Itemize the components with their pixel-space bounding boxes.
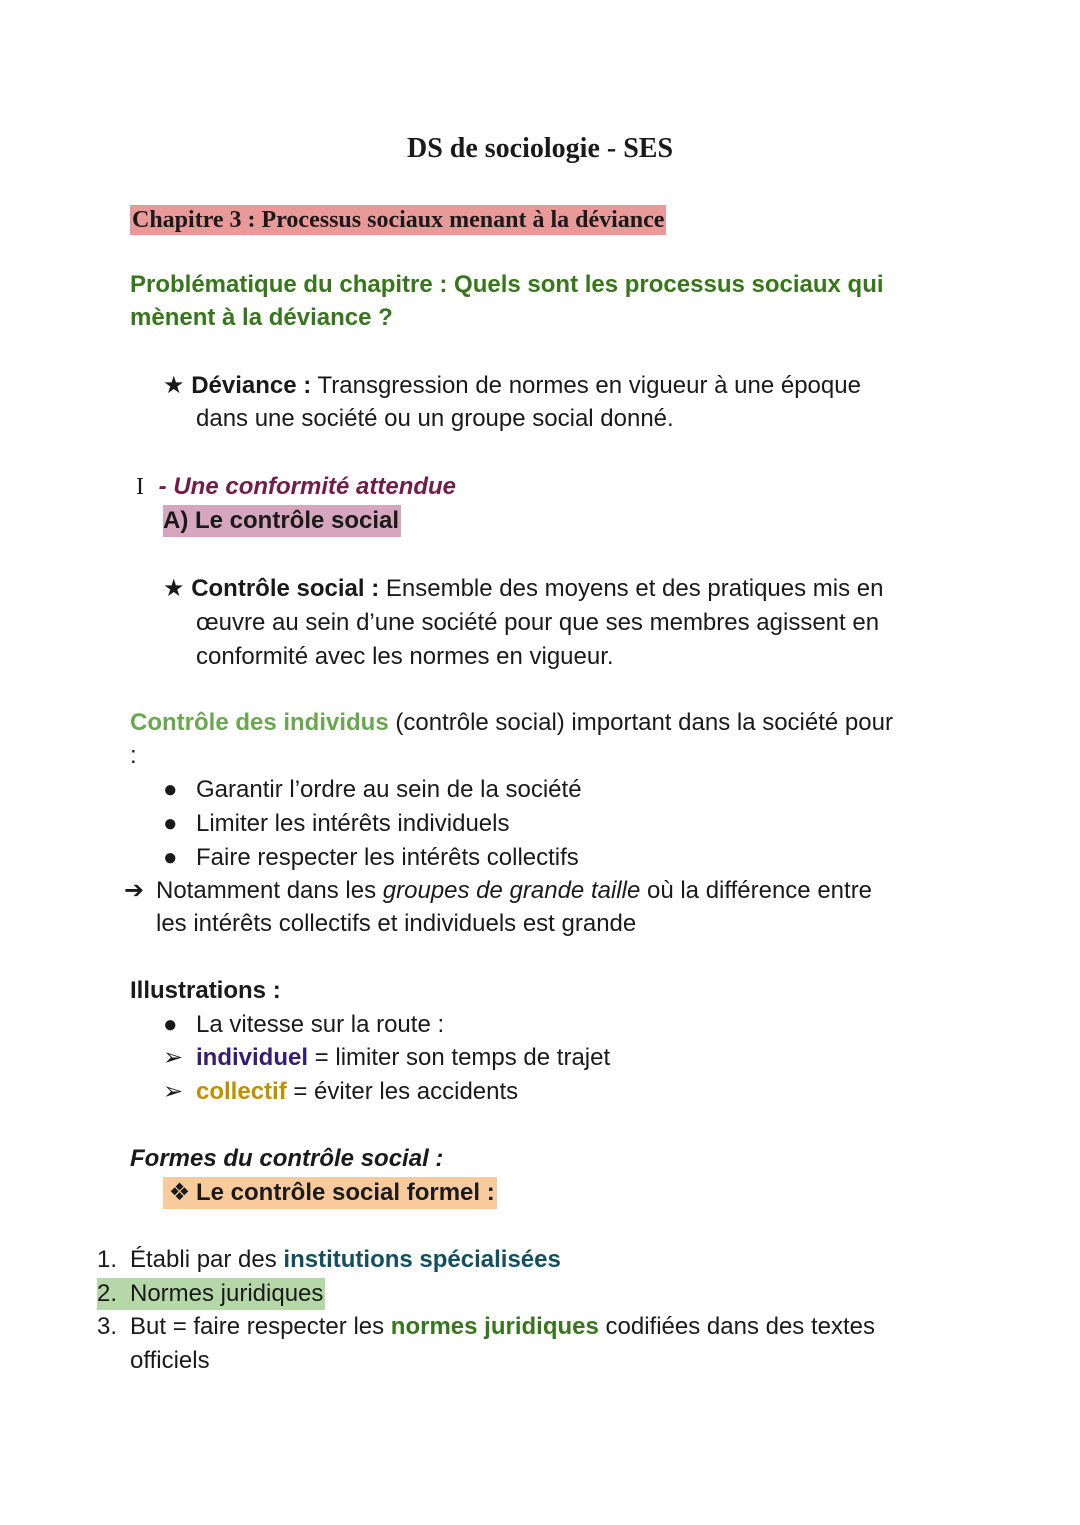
controle-individus-term: Contrôle des individus [130, 709, 389, 736]
formel-title: Le contrôle social formel : [196, 1179, 495, 1206]
numbered-item [97, 1243, 561, 1277]
controle-text-line-3: conformité avec les normes en vigueur. [196, 643, 614, 670]
note-italic: groupes de grande taille [382, 877, 641, 904]
note-line-1 [124, 874, 872, 908]
item-text: But = faire respecter les [130, 1313, 391, 1340]
arrowhead-icon: ➢ [163, 1078, 184, 1105]
item-text-rest: codifiées dans des textes [598, 1313, 876, 1340]
list-item [163, 1008, 444, 1042]
deviance-definition [163, 369, 861, 403]
normes-juridiques-term: normes juridiques [390, 1313, 599, 1340]
institutions-term: institutions spécialisées [283, 1246, 561, 1273]
section-heading [136, 470, 456, 504]
numbered-item-continuation: officiels [130, 1347, 210, 1374]
collectif-term: collectif [196, 1078, 287, 1105]
list-item [163, 841, 579, 875]
controle-individus-colon: : [130, 742, 137, 769]
list-item [163, 773, 582, 807]
deviance-text-line-1: Transgression de normes en vigueur à une époque [311, 372, 861, 399]
list-item-text: La vitesse sur la route : [196, 1011, 445, 1038]
list-item [163, 807, 509, 841]
controle-social-term: Contrôle social : [191, 575, 380, 602]
star-icon: ★ [163, 372, 185, 399]
formes-heading: Formes du contrôle social : [130, 1145, 444, 1172]
subsection-heading: A) Le contrôle social [163, 505, 401, 537]
note-post: où la différence entre [640, 877, 873, 904]
list-item-text: Faire respecter les intérêts collectifs [196, 844, 579, 871]
item-text: Normes juridiques [130, 1280, 324, 1307]
controle-text-line-1: Ensemble des moyens et des pratiques mis en [379, 575, 884, 602]
note-line-2: les intérêts collectifs et individuels est grande [156, 910, 637, 937]
arrow-right-icon: ➔ [124, 877, 145, 904]
list-item-text: Garantir l’ordre au sein de la société [196, 776, 582, 803]
bullet-icon: ● [163, 810, 178, 837]
collectif-text: = éviter les accidents [286, 1078, 519, 1105]
item-number: 3. [97, 1313, 118, 1340]
deviance-text-line-2: dans une société ou un groupe social donné. [196, 405, 674, 432]
illustrations-heading: Illustrations : [130, 977, 281, 1004]
formel-heading [163, 1177, 497, 1209]
controle-individus-text: (contrôle social) important dans la société pour [388, 709, 893, 736]
sub-list-item [163, 1041, 610, 1075]
arrowhead-icon: ➢ [163, 1044, 184, 1071]
controle-text-line-2: œuvre au sein d’une société pour que ses membres agissent en [196, 609, 880, 636]
controle-social-definition [163, 572, 883, 606]
controle-individus-paragraph [130, 706, 893, 740]
deviance-term: Déviance : [191, 372, 312, 399]
item-text: Établi par des [130, 1246, 284, 1273]
item-number: 2. [97, 1280, 118, 1307]
bullet-icon: ● [163, 1011, 178, 1038]
problematique-line-2: mènent à la déviance ? [130, 304, 393, 331]
star-icon: ★ [163, 575, 185, 602]
bullet-icon: ● [163, 844, 178, 871]
numbered-item [97, 1278, 325, 1310]
sub-list-item [163, 1075, 518, 1109]
individuel-term: individuel [196, 1044, 309, 1071]
problematique-line-1: Problématique du chapitre : Quels sont les processus sociaux qui [130, 271, 884, 298]
page-title: DS de sociologie - SES [406, 133, 674, 164]
note-pre: Notamment dans les [156, 877, 383, 904]
chapter-heading: Chapitre 3 : Processus sociaux menant à la déviance [132, 207, 665, 233]
individuel-text: = limiter son temps de trajet [308, 1044, 611, 1071]
list-item-text: Limiter les intérêts individuels [196, 810, 510, 837]
section-numeral: I [136, 474, 144, 500]
section-title: - Une conformité attendue [158, 473, 457, 500]
diamond-icon: ❖ [168, 1179, 191, 1206]
bullet-icon: ● [163, 776, 178, 803]
numbered-item [97, 1310, 875, 1344]
item-number: 1. [97, 1246, 118, 1273]
